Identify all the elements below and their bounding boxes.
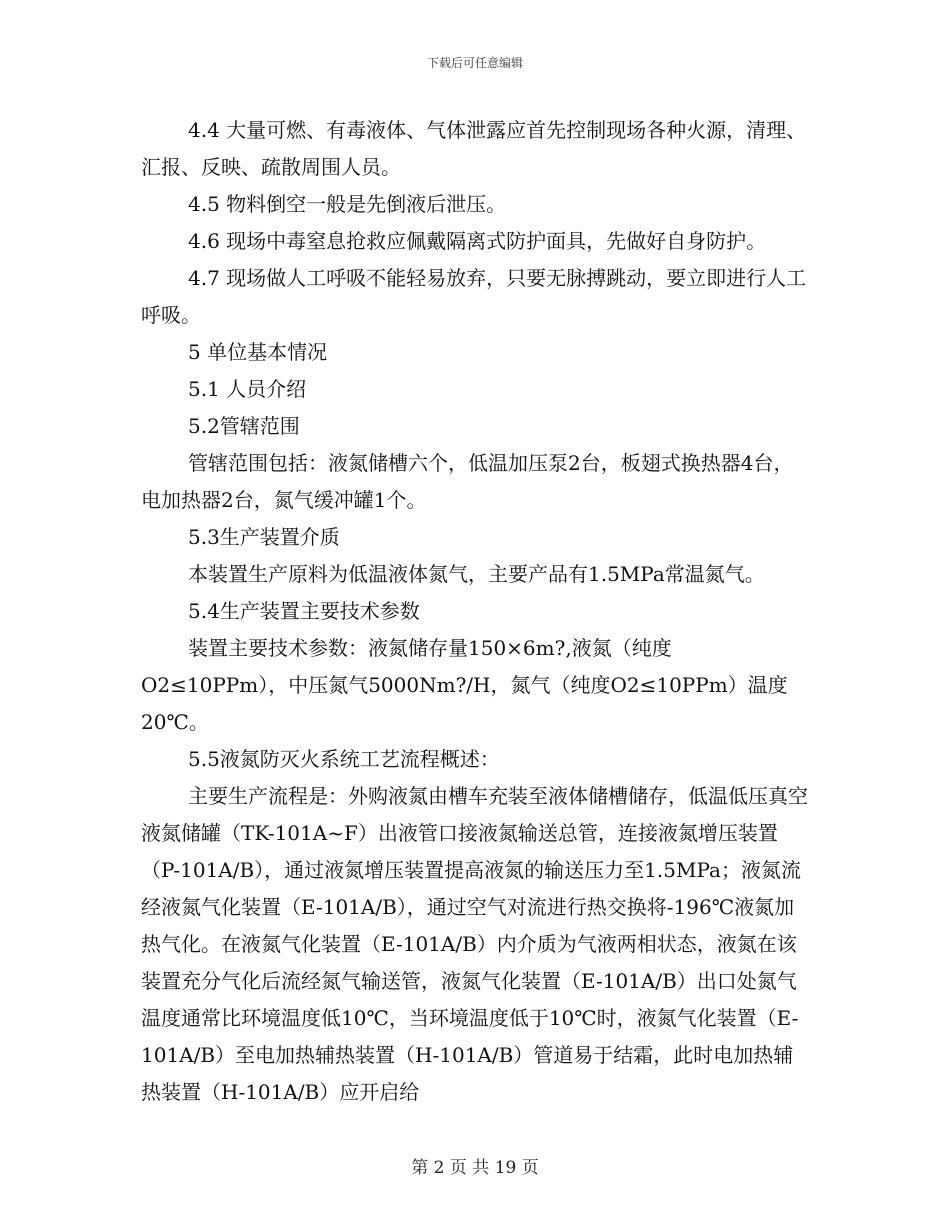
- page-number-footer: 第 2 页 共 19 页: [411, 1158, 539, 1178]
- paragraph-4-6: 4.6 现场中毒窒息抢救应佩戴隔离式防护面具，先做好自身防护。: [188, 229, 767, 253]
- document-body: [141, 112, 811, 1111]
- section-heading-5-4: 5.4生产装置主要技术参数: [188, 599, 420, 623]
- section-heading-5-1: 5.1 人员介绍: [188, 377, 307, 401]
- paragraph-medium: 本装置生产原料为低温液体氮气，主要产品有1.5MPa常温氮气。: [188, 562, 765, 586]
- paragraph-4-5: 4.5 物料倒空一般是先倒液后泄压。: [188, 192, 507, 216]
- section-heading-5: 5 单位基本情况: [188, 340, 328, 364]
- paragraph-jurisdiction: 管辖范围包括：液氮储槽六个，低温加压泵2台，板翅式换热器4台，电加热器2台，氮气缓冲罐1个。: [141, 451, 794, 512]
- section-heading-5-3: 5.3生产装置介质: [188, 525, 340, 549]
- paragraph-4-4: 4.4 大量可燃、有毒液体、气体泄露应首先控制现场各种火源，清理、汇报、反映、疏散周围人员。: [141, 118, 807, 179]
- paragraph-process-flow: 主要生产流程是：外购液氮由槽车充装至液体储槽储存，低温低压真空液氮储罐（TK-101A~F）出液管口接液氮输送总管，连接液氮增压装置（P-101A/B），通过液氮增压装置提高液氮的输送压力至1.5MPa；液氮流经液氮气化装置（E-101A/B），通过空气对流进行热交换将-196℃液氮加热气化。在液氮气化装置（E-101A/B）内介质为气液两相状态，液氮在该装置充分气化后流经氮气输送管，液氮气化装置（E-101A/B）出口处氮气温度通常比环境温度低10℃，当环境温度低于10℃时，液氮气化装置（E-101A/B）至电加热辅热装置（H-101A/B）管道易于结霜，此时电加热辅热装置（H-101A/B）应开启给: [141, 784, 808, 1104]
- paragraph-4-7: 4.7 现场做人工呼吸不能轻易放弃，只要无脉搏跳动，要立即进行人工呼吸。: [141, 266, 807, 327]
- section-heading-5-2: 5.2管辖范围: [188, 414, 300, 438]
- paragraph-parameters: 装置主要技术参数：液氮储存量150×6m?,液氮（纯度O2≤10PPm），中压氮气5000Nm?/H，氮气（纯度O2≤10PPm）温度20℃。: [141, 636, 788, 734]
- page-header: 下载后可任意编辑: [426, 56, 523, 70]
- section-heading-5-5: 5.5液氮防灭火系统工艺流程概述：: [188, 747, 500, 771]
